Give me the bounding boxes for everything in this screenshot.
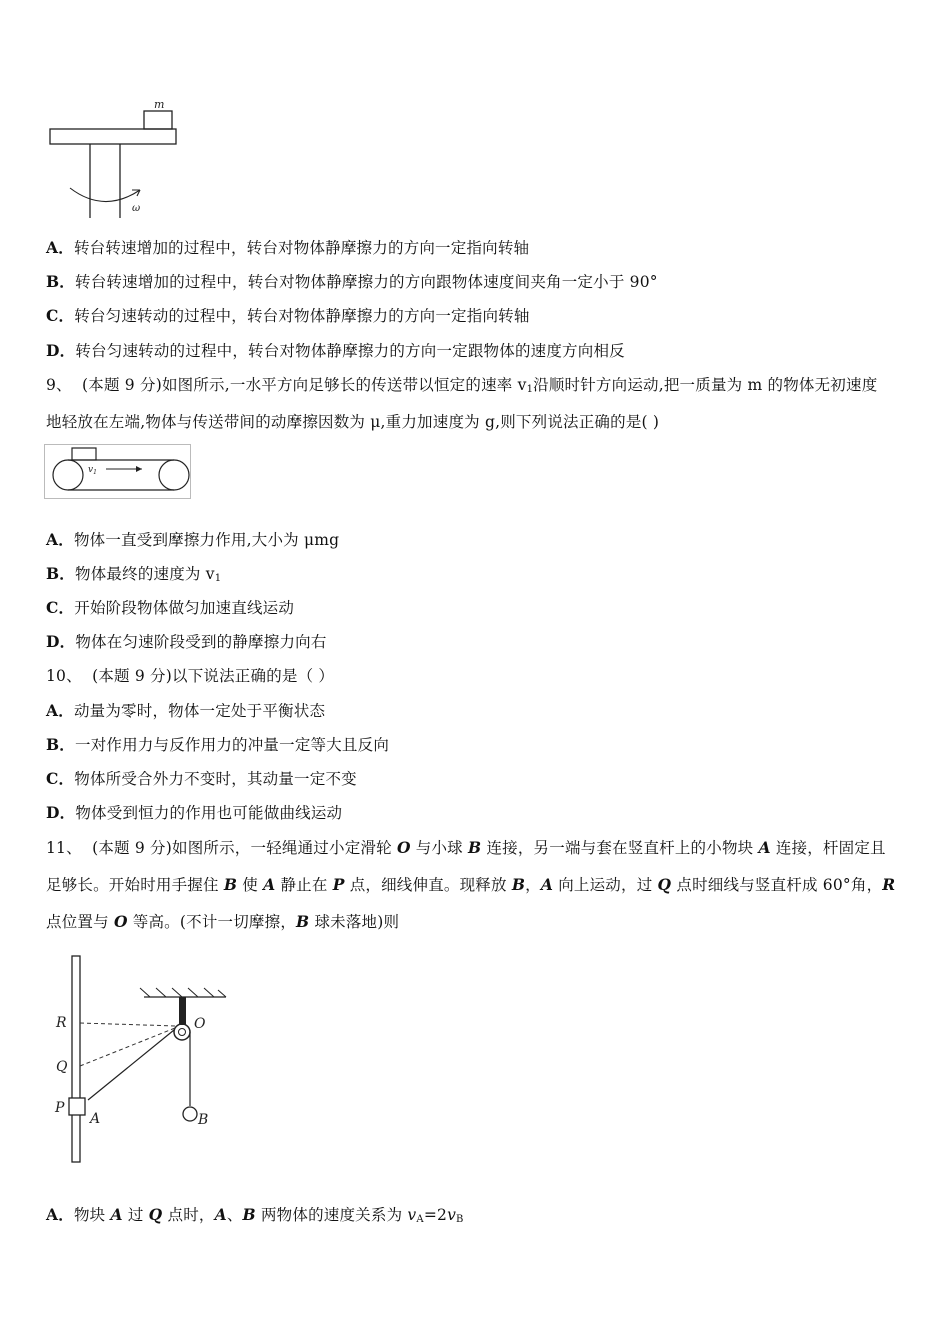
- q10-option-c: C．物体所受合外力不变时，其动量一定不变: [46, 769, 357, 788]
- turntable-figure: [44, 96, 184, 222]
- q9-option-b: B．物体最终的速度为 $v_1$: [46, 564, 222, 584]
- q11-stem-line2: 足够长。开始时用手握住 B 使 A 静止在 P 点，细线伸直。现释放 B，A 向上运动，过 Q 点时细线与竖直杆成 60°角，R: [46, 875, 896, 894]
- q10-option-a: A．动量为零时，物体一定处于平衡状态: [46, 701, 326, 720]
- q9-option-c: C．开始阶段物体做匀加速直线运动: [46, 598, 295, 617]
- label-Q: Q: [56, 1059, 68, 1075]
- q9-option-d: D．物体在匀速阶段受到的静摩擦力向右: [46, 632, 327, 651]
- q11-stem-line1: 11、 (本题 9 分)如图所示，一轻绳通过小定滑轮 O 与小球 B 连接，另一端与套在竖直杆上的小物块 A 连接，杆固定且: [46, 838, 886, 857]
- q11-stem-line3: 点位置与 O 等高。(不计一切摩擦，B 球未落地)则: [46, 912, 400, 931]
- label-P: P: [55, 1100, 65, 1116]
- conveyor-figure: [44, 444, 192, 500]
- q8-option-b: B．转台转速增加的过程中，转台对物体静摩擦力的方向跟物体速度间夹角一定小于 90°: [46, 272, 658, 291]
- q9-option-a: A．物体一直受到摩擦力作用,大小为 μmg: [46, 530, 340, 549]
- mass-label: m: [154, 98, 165, 111]
- q10-option-d: D．物体受到恒力的作用也可能做曲线运动: [46, 803, 343, 822]
- label-A: A: [90, 1111, 101, 1127]
- velocity-label: $v_1$: [88, 465, 97, 476]
- pulley-rod-figure: [52, 952, 232, 1164]
- q8-option-d: D．转台匀速转动的过程中，转台对物体静摩擦力的方向一定跟物体的速度方向相反: [46, 341, 625, 360]
- q10-option-b: B．一对作用力与反作用力的冲量一定等大且反向: [46, 735, 390, 754]
- label-O: O: [194, 1016, 206, 1032]
- label-R: R: [56, 1015, 67, 1031]
- q10-stem: 10、 (本题 9 分)以下说法正确的是（ ）: [46, 667, 335, 685]
- q9-stem-line2: 地轻放在左端,物体与传送带间的动摩擦因数为 μ,重力加速度为 g,则下列说法正确的是( ): [46, 413, 660, 431]
- q8-option-a: A．转台转速增加的过程中，转台对物体静摩擦力的方向一定指向转轴: [46, 238, 530, 257]
- q8-option-c: C．转台匀速转动的过程中，转台对物体静摩擦力的方向一定指向转轴: [46, 306, 530, 325]
- label-B: B: [198, 1112, 209, 1128]
- q11-option-a: A．物块 A 过 Q 点时，A、B 两物体的速度关系为 $v_A=2v_B$: [46, 1205, 464, 1225]
- q9-stem-line1: 9、 (本题 9 分)如图所示,一水平方向足够长的传送带以恒定的速率 $v_1$沿顺时针方向运动,把一质量为 m 的物体无初速度: [46, 376, 878, 395]
- omega-label: ω: [132, 203, 141, 214]
